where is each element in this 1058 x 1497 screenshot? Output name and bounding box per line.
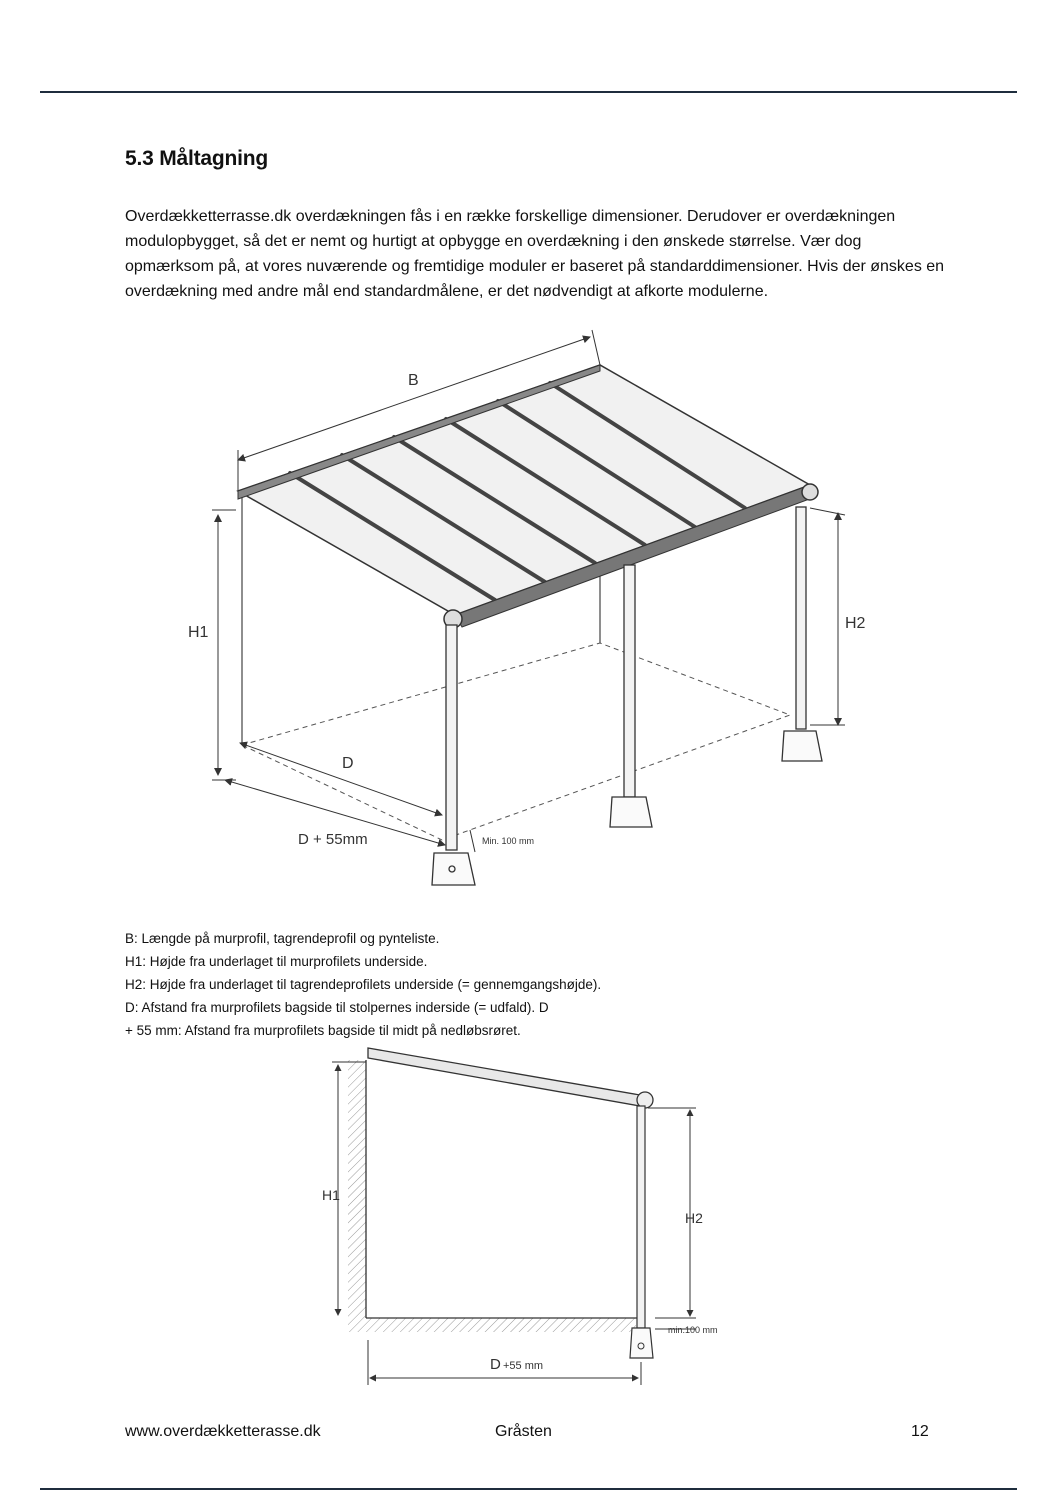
footer-website: www.overdækketterasse.dk: [125, 1423, 321, 1440]
side-label-d: D: [490, 1356, 501, 1373]
label-h2: H2: [845, 615, 866, 632]
roof-profile: [368, 1048, 640, 1106]
intro-paragraph: Overdækketterrasse.dk overdækningen fås i en række forskellige dimensioner. Derudover er overdækningen modulopbygget, så det er nemt og hurtigt at opbygge en overdækning i den ønskede størrelse. Vær dog opmærksom på, at vores nuværende og fremtidige moduler er baseret på standarddimensioner. Hvis der ønskes en overdækning med andre mål end standardmålene, er det nødvendigt at afkorte modulerne.: [125, 208, 945, 300]
legend-item-b: B: Længde på murprofil, tagrendeprofil og pynteliste.: [125, 931, 440, 946]
legend-item-h1: H1: Højde fra underlaget til murprofilets underside.: [125, 954, 428, 969]
side-label-h1: H1: [322, 1187, 340, 1203]
terrace-roof-3d-diagram: [170, 325, 870, 900]
side-label-d-suffix: +55 mm: [503, 1360, 544, 1372]
bottom-rule: [40, 1488, 1017, 1490]
footer-page-number: 12: [911, 1423, 929, 1440]
label-d-plus-55: D + 55mm: [298, 831, 368, 848]
roof-panels: [238, 365, 818, 628]
side-label-h2: H2: [685, 1210, 703, 1226]
side-label-min-100: min.100 mm: [668, 1325, 718, 1335]
section-heading: 5.3 Måltagning: [125, 147, 269, 170]
floor-outline: [242, 643, 790, 840]
legend-item-d: D: Afstand fra murprofilets bagside til stolpernes inderside (= udfald). D: [125, 1000, 549, 1015]
wall-hatch: [348, 1060, 366, 1332]
label-h1: H1: [188, 624, 209, 641]
dimension-legend: [125, 927, 945, 1042]
label-b: B: [408, 372, 419, 389]
footer-location: Gråsten: [495, 1423, 552, 1440]
legend-item-h2: H2: Højde fra underlaget til tagrendeprofilets underside (= gennemgangshøjde).: [125, 977, 602, 992]
label-min-100: Min. 100 mm: [482, 836, 535, 846]
side-post: [637, 1106, 645, 1328]
top-rule: [40, 91, 1017, 93]
ground-hatch: [366, 1318, 636, 1332]
label-d: D: [342, 755, 354, 772]
terrace-side-view-diagram: [310, 1040, 780, 1390]
legend-item-d55: + 55 mm: Afstand fra murprofilets bagside til midt på nedløbsrøret.: [125, 1023, 521, 1038]
